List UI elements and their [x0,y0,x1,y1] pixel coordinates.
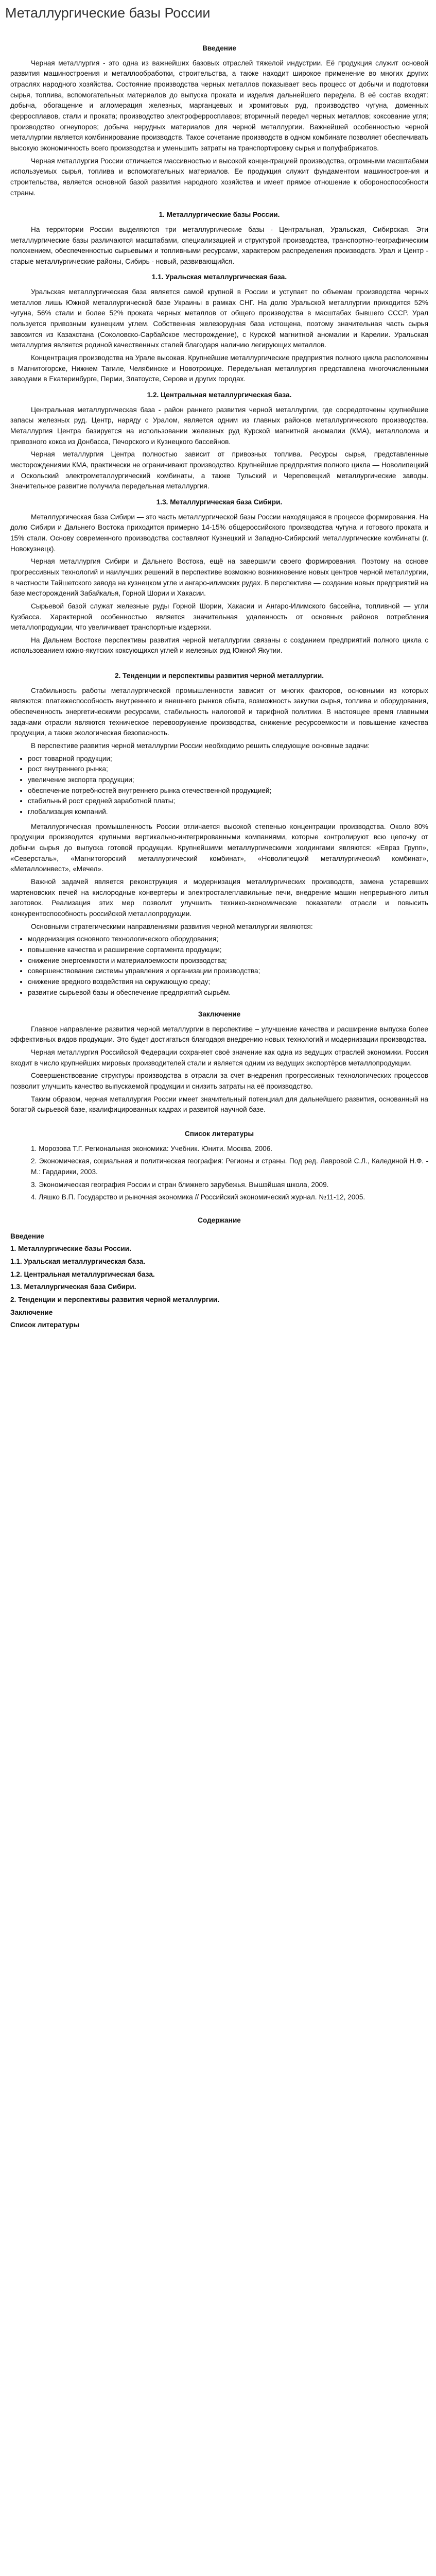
list-item: • снижение вредного воздействия на окружающую среду; [28,977,428,988]
toc-item: 1.3. Металлургическая база Сибири. [10,1283,136,1291]
reference-item: 3. Экономическая география России и стран ближнего зарубежья. Вышэйшая школа, 2009. [31,1180,329,1189]
list-item: • модернизация основного технологического оборудования; [28,934,428,945]
heading-conclusion: Заключение [198,1010,241,1019]
paragraph: Стабильность работы металлургической промышленности зависит от многих факторов, основными из которых являются: платежеспособность внутреннего и внешнего рынков сбыта, возможность закупки сырья, топлива и оборудования, обеспеченность энергетическими ресурсами, стабильность налоговой и тарифной политики. В настоящее время главными задачами отрасли являются техническое перевооружение производства, снижение ресурсоемкости и повышение качества продукции, а также экологическая безопасность. [10,686,428,737]
toc-item: Список литературы [10,1321,80,1329]
paragraph: Таким образом, черная металлургия России имеет значительный потенциал для дальнейшего развития, основанный на богатой сырьевой базе, квалифицированных кадрах и развитой научной базе. [10,1095,428,1114]
heading-section-1-3: 1.3. Металлургическая база Сибири. [156,498,283,506]
list-item: • глобализация компаний. [28,807,428,818]
paragraph: Металлургическая промышленность России отличается высокой степенью концентрации производства. Около 80% продукции производится крупными вертикально-интегрированными компаниями, которые контролируют всю цепочку от добычи сырья до выпуска готовой продукции. Крупнейшими металлургическими холдингами являются: «Евраз Групп», «Северсталь», «Магнитогорский металлургический комбинат», «Новолипецкий металлургический комбинат», «Металлоинвест», «Мечел». [10,822,428,873]
list-item: • стабильный рост средней заработной платы; [28,796,428,807]
list-item: • увеличение экспорта продукции; [28,775,428,786]
reference-item: 1. Морозова Т.Г. Региональная экономика: Учебник. Юнити. Москва, 2006. [31,1144,273,1153]
paragraph: На Дальнем Востоке перспективы развития черной металлургии связаны с созданием предприятий полного цикла с использованием южно-якутских коксующихся углей и железных руд Южной Якутии. [10,636,428,655]
section-1-2 [10,405,428,492]
section-2 [10,686,428,752]
heading-section-1-2: 1.2. Центральная металлургическая база. [147,391,292,399]
trends-list [10,754,428,818]
toc-item: 1.2. Центральная металлургическая база. [10,1270,155,1278]
section-2-continued [10,822,428,933]
section-1-3 [10,512,428,657]
toc-item: Введение [10,1232,44,1240]
heading-section-1-1: 1.1. Уральская металлургическая база. [151,273,287,281]
paragraph: Черная металлургия - это одна из важнейших базовых отраслей тяжелой индустрии. Её продукция служит основой развития машиностроения и металлообработки, строительства, а также находит широкое применение во многих других отраслях народного хозяйства. Состояние производства черных металлов показывает весь процесс от добычи и подготовки сырья, топлива, вспомогательных материалов до выпуска проката и изделия дальнейшего передела. В её состав входят: добыча, обогащение и агломерация железных, марганцевых и хромитовых руд, производство чугуна, доменных ферросплавов, стали и проката; производство электроферросплавов; вторичный передел черных металлов; коксование угля; производство огнеупоров; добыча нерудных материалов для черной металлургии. Важнейшей особенностью черной металлургии является комбинирование производств. Такое сочетание производств в одном комбинате позволяет обеспечивать высокую экономичность всего производства и уменьшить затраты на транспортировку сырья и полуфабрикатов. [10,59,428,152]
reference-item: 2. Экономическая, социальная и политическая география: Регионы и страны. Под ред. Лавровой С.Л., Калединой Н.Ф. - М.: Гардарики, 2003. [31,1157,428,1176]
toc-item: 2. Тенденции и перспективы развития черной металлургии. [10,1295,220,1303]
table-of-contents [10,1231,428,1331]
paragraph: Черная металлургия Российской Федерации сохраняет своё значение как одна из ведущих отраслей экономики. Россия входит в число крупнейших мировых производителей стали и является одним из ведущих экспортёров металлопродукции. [10,1048,428,1067]
directions-list [10,934,428,998]
paragraph: Уральская металлургическая база является самой крупной в России и уступает по объемам производства черных металлов лишь Южной металлургической базе Украины в рамках СНГ. На долю Уральской металлургии приходится 52% чугуна, 56% стали и более 52% проката черных металлов от общего производства в масштабах бывшего СССР. Урал пользуется привозным кузнецким углем. Собственная железорудная база истощена, поэтому значительная часть сырья завозится из Казахстана (Соколовско-Сарбайское месторождение), с Курской магнитной аномалии и Карелии. Уральская металлургия является родиной качественных сталей благодаря наличию легирующих металлов. [10,288,428,349]
list-item: • рост внутреннего рынка; [28,764,428,775]
paragraph: Металлургическая база Сибири — это часть металлургической базы России находящаяся в процессе формирования. На долю Сибири и Дальнего Востока приходится примерно 14-15% общероссийского производства чугуна и готового проката и 15% стали. Основу современного производства составляют Кузнецкий и Западно-Сибирский металлургические комбинаты (г. Новокузнецк). [10,513,428,553]
list-item: • снижение энергоемкости и материалоемкости производства; [28,956,428,967]
list-item: • обеспечение потребностей внутреннего рынка отечественной продукцией; [28,786,428,796]
page-title: Металлургические базы России [5,5,211,21]
list-item: • развитие сырьевой базы и обеспечение предприятий сырьём. [28,988,428,998]
heading-intro: Введение [202,44,236,52]
section-1 [10,225,428,267]
paragraph: Концентрация производства на Урале высокая. Крупнейшие металлургические предприятия полного цикла расположены в Магнитогорске, Нижнем Тагиле, Челябинске и Новотроицке. Передельная металлургия представлена многочисленными заводами в Екатеринбурге, Перми, Златоусте, Серове и других городах. [10,354,428,383]
paragraph: Совершенствование структуры производства в отрасли за счет внедрения прогрессивных технологических процессов позволит улучшить качество выпускаемой продукции и снизить затраты на её производство. [10,1072,428,1091]
heading-contents: Содержание [198,1216,241,1224]
paragraph: Главное направление развития черной металлургии в перспективе – улучшение качества и расширение выпуска более эффективных видов продукции. Это будет достигаться благодаря внедрению новых технологий и модернизации производства. [10,1025,428,1044]
conclusion-section [10,1024,428,1115]
paragraph: Черная металлургия Центра полностью зависит от привозных топлива. Ресурсы сырья, представленные месторождениями КМА, практически не ограничивают производство. Крупнейшие предприятия полного цикла — Новолипецкий и Оскольский электрометаллургический комбинаты, а также Тульский и Череповецкий металлургические заводы. Значительное развитие получила передельная металлургия. [10,450,428,490]
paragraph: На территории России выделяются три металлургические базы - Центральная, Уральская, Сибирская. Эти металлургические базы различаются масштабами, специализацией и структурой производства, транспортно-географическим положением, обеспеченностью сырьевыми и топливными ресурсами, характером распределения производств. Урал и Центр - старые металлургические районы, Сибирь - новый, развивающийся. [10,225,428,265]
toc-item: 1.1. Уральская металлургическая база. [10,1257,146,1265]
toc-item: Заключение [10,1308,53,1316]
references-list [10,1144,428,1203]
reference-item: 4. Ляшко В.П. Государство и рыночная экономика // Российский экономический журнал. №11-12, 2005. [31,1193,365,1201]
heading-section-1: 1. Металлургические базы России. [159,211,280,219]
paragraph: Черная металлургия Сибири и Дальнего Востока, ещё на завершили своего формирования. Поэтому на основе прогрессивных технологий и наилучших решений в перспективе возможно возникновение новых центров черной металлургии, в частности Тайшетского завода на кузнецком угле и ангаро-илимских рудах. В перспективе — создание новых предприятий на базе месторождений Забайкалья, Горной Шории и Хакасии. [10,557,428,598]
heading-references: Список литературы [184,1130,254,1138]
list-item: • совершенствование системы управления и организации производства; [28,966,428,977]
list-item: • рост товарной продукции; [28,754,428,765]
toc-item: 1. Металлургические базы России. [10,1245,131,1253]
intro-section [10,58,428,199]
heading-section-2: 2. Тенденции и перспективы развития черной металлургии. [114,672,324,680]
list-item: • повышение качества и расширение сортамента продукции; [28,945,428,956]
paragraph: В перспективе развития черной металлургии России необходимо решить следующие основные задачи: [31,742,370,750]
section-1-1 [10,287,428,385]
paragraph: Основными стратегическими направлениями развития черной металлургии являются: [31,922,313,930]
paragraph: Черная металлургия России отличается массивностью и высокой концентрацией производства, огромными масштабами используемых сырья, топлива и вспомогательных материалов. Ее продукция служит фундаментом машиностроения и строительства, является основной базой развития народного хозяйства и имеет прямое отношение к обороноспособности страны. [10,157,428,197]
document-body [10,38,428,1348]
paragraph: Сырьевой базой служат железные руды Горной Шории, Хакасии и Ангаро-Илимского бассейна, топливной — угли Кузбасса. Характерной особенностью является значительная удаленность от основных районов потребления металлопродукции, что увеличивает транспортные издержки. [10,602,428,632]
paragraph: Важной задачей является реконструкция и модернизация металлургических производств, замена устаревших мартеновских печей на кислородные конвертеры и электросталеплавильные печи, внедрение машин непрерывного литья заготовок. Реализация этих мер позволит улучшить технико-экономические показатели отрасли и повысить конкурентоспособность российской металлопродукции. [10,877,428,918]
paragraph: Центральная металлургическая база - район раннего развития черной металлургии, где сосредоточены крупнейшие запасы железных руд. Центр, наряду с Уралом, является одним из главных районов металлургического производства. Металлургия Центра базируется на использовании железных руд Курской магнитной аномалии (КМА), металлолома и привозного кокса из Донбасса, Печорского и Кузнецкого бассейнов. [10,405,428,446]
